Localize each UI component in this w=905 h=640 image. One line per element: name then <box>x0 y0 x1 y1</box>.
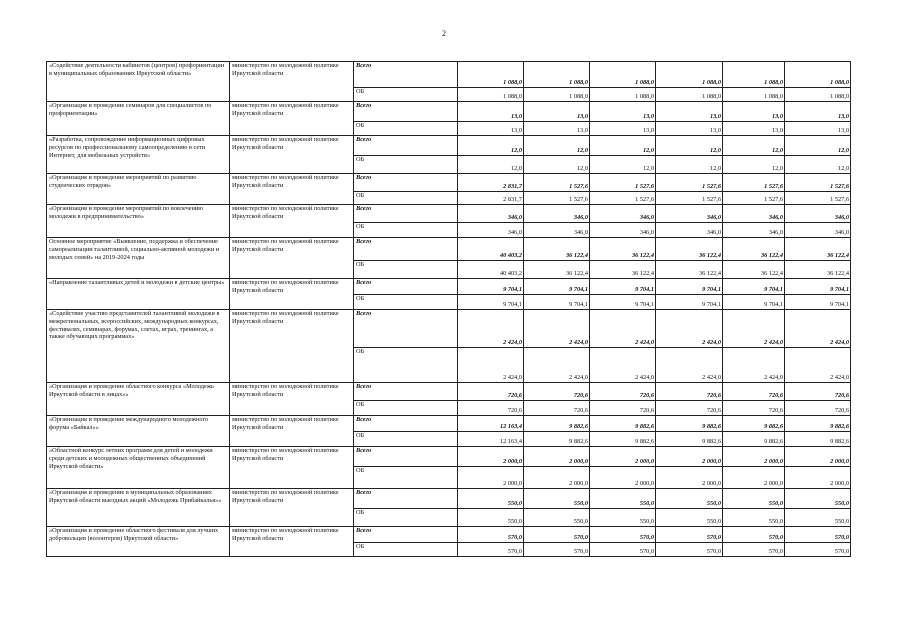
total-value-cell: 13,0 <box>590 102 656 122</box>
ob-value-cell: 550,0 <box>524 509 590 527</box>
total-value-cell: 9 882,6 <box>723 416 785 432</box>
total-value-cell: 346,0 <box>723 205 785 223</box>
table-row <box>47 136 851 156</box>
total-value-cell: 12,0 <box>656 136 723 156</box>
ob-value-cell: 13,0 <box>656 122 723 136</box>
table-row <box>47 174 851 192</box>
total-label-cell: Всего <box>354 279 458 295</box>
ob-value-cell: 550,0 <box>656 509 723 527</box>
total-value-cell: 36 122,4 <box>785 238 851 261</box>
total-value-cell: 720,6 <box>656 383 723 401</box>
total-value-cell: 570,0 <box>785 527 851 543</box>
total-label-cell: Всего <box>354 527 458 543</box>
ob-value-cell: 1 088,0 <box>723 88 785 102</box>
ob-value-cell: 346,0 <box>458 223 524 238</box>
ministry-cell: министерство по молодежной политике Иркутской области <box>230 279 354 310</box>
total-value-cell: 570,0 <box>590 527 656 543</box>
ob-value-cell: 12,0 <box>458 156 524 174</box>
total-value-cell: 570,0 <box>656 527 723 543</box>
ob-value-cell: 346,0 <box>785 223 851 238</box>
total-value-cell: 36 122,4 <box>524 238 590 261</box>
event-name-cell: «Организация и проведение в муниципальных образованиях Иркутской области выездных акций «Молодежь Прибайкалья»» <box>47 489 230 527</box>
ob-value-cell: 12,0 <box>785 156 851 174</box>
ob-label-cell: ОБ <box>354 88 458 102</box>
total-value-cell: 346,0 <box>458 205 524 223</box>
ob-label-cell: ОБ <box>354 432 458 447</box>
total-value-cell: 570,0 <box>524 527 590 543</box>
total-value-cell: 720,6 <box>524 383 590 401</box>
total-value-cell: 1 088,0 <box>723 62 785 88</box>
total-value-cell: 13,0 <box>656 102 723 122</box>
ob-value-cell: 570,0 <box>590 543 656 557</box>
event-name-cell: «Организация и проведение мероприятий по развитию студенческих отрядов» <box>47 174 230 205</box>
total-value-cell: 13,0 <box>458 102 524 122</box>
ob-value-cell: 2 424,0 <box>524 348 590 383</box>
total-value-cell: 2 424,0 <box>656 310 723 348</box>
total-value-cell: 36 122,4 <box>590 238 656 261</box>
ob-value-cell: 1 088,0 <box>590 88 656 102</box>
ministry-cell: министерство по молодежной политике Иркутской области <box>230 416 354 447</box>
ob-value-cell: 36 122,4 <box>524 261 590 279</box>
ob-value-cell: 1 527,6 <box>656 192 723 205</box>
ob-value-cell: 570,0 <box>656 543 723 557</box>
ob-label-cell: ОБ <box>354 348 458 383</box>
ob-label-cell: ОБ <box>354 509 458 527</box>
total-value-cell: 2 000,0 <box>785 447 851 467</box>
ob-label-cell: ОБ <box>354 543 458 557</box>
total-value-cell: 550,0 <box>723 489 785 509</box>
ob-value-cell: 720,6 <box>524 401 590 416</box>
total-value-cell: 346,0 <box>785 205 851 223</box>
total-value-cell: 2 831,7 <box>458 174 524 192</box>
ob-value-cell: 9 704,1 <box>458 295 524 310</box>
ministry-cell: министерство по молодежной политике Иркутской области <box>230 174 354 205</box>
ob-value-cell: 13,0 <box>458 122 524 136</box>
ob-value-cell: 346,0 <box>590 223 656 238</box>
total-value-cell: 12,0 <box>590 136 656 156</box>
ministry-cell: министерство по молодежной политике Иркутской области <box>230 527 354 557</box>
ob-value-cell: 1 088,0 <box>524 88 590 102</box>
event-name-cell: «Содействие деятельности кабинетов (центров) профориентации в муниципальных образованиях Иркутской области» <box>47 62 230 102</box>
ob-value-cell: 550,0 <box>785 509 851 527</box>
ob-value-cell: 2 000,0 <box>656 467 723 489</box>
total-label-cell: Всего <box>354 416 458 432</box>
ob-value-cell: 720,6 <box>785 401 851 416</box>
total-value-cell: 1 527,6 <box>785 174 851 192</box>
total-value-cell: 2 424,0 <box>458 310 524 348</box>
total-label-cell: Всего <box>354 205 458 223</box>
ob-value-cell: 13,0 <box>524 122 590 136</box>
table-row <box>47 102 851 122</box>
ob-value-cell: 1 088,0 <box>785 88 851 102</box>
total-label-cell: Всего <box>354 383 458 401</box>
ob-value-cell: 40 403,2 <box>458 261 524 279</box>
total-value-cell: 346,0 <box>524 205 590 223</box>
ob-value-cell: 12,0 <box>524 156 590 174</box>
event-name-cell: «Организация и проведение семинаров для специалистов по профориентации» <box>47 102 230 136</box>
event-name-cell: «Организация и проведение областного конкурса «Молодежь Иркутской области в лицах»» <box>47 383 230 416</box>
budget-table <box>46 61 851 557</box>
total-value-cell: 12,0 <box>723 136 785 156</box>
ob-value-cell: 9 882,6 <box>723 432 785 447</box>
total-label-cell: Всего <box>354 238 458 261</box>
total-label-cell: Всего <box>354 62 458 88</box>
total-value-cell: 2 424,0 <box>723 310 785 348</box>
ob-label-cell: ОБ <box>354 122 458 136</box>
total-value-cell: 2 424,0 <box>524 310 590 348</box>
event-name-cell: «Направление талантливых детей и молодежи в детские центры» <box>47 279 230 310</box>
ministry-cell: министерство по молодежной политике Иркутской области <box>230 310 354 383</box>
ob-value-cell: 720,6 <box>656 401 723 416</box>
total-value-cell: 12,0 <box>785 136 851 156</box>
ob-label-cell: ОБ <box>354 156 458 174</box>
total-value-cell: 1 527,6 <box>524 174 590 192</box>
total-value-cell: 550,0 <box>656 489 723 509</box>
ob-value-cell: 9 882,6 <box>590 432 656 447</box>
total-label-cell: Всего <box>354 136 458 156</box>
total-value-cell: 9 704,1 <box>590 279 656 295</box>
ministry-cell: министерство по молодежной политике Иркутской области <box>230 447 354 489</box>
total-value-cell: 36 122,4 <box>723 238 785 261</box>
ob-value-cell: 570,0 <box>524 543 590 557</box>
total-value-cell: 1 088,0 <box>590 62 656 88</box>
ob-value-cell: 346,0 <box>656 223 723 238</box>
ob-label-cell: ОБ <box>354 295 458 310</box>
ob-value-cell: 12 163,4 <box>458 432 524 447</box>
ministry-cell: министерство по молодежной политике Иркутской области <box>230 102 354 136</box>
total-value-cell: 13,0 <box>723 102 785 122</box>
ministry-cell: министерство по молодежной политике Иркутской области <box>230 205 354 238</box>
ob-value-cell: 2 424,0 <box>656 348 723 383</box>
total-value-cell: 9 704,1 <box>524 279 590 295</box>
ob-value-cell: 550,0 <box>590 509 656 527</box>
ob-value-cell: 1 527,6 <box>723 192 785 205</box>
ob-value-cell: 720,6 <box>590 401 656 416</box>
table-row <box>47 62 851 88</box>
total-value-cell: 1 088,0 <box>458 62 524 88</box>
ob-value-cell: 1 527,6 <box>524 192 590 205</box>
ob-value-cell: 1 088,0 <box>656 88 723 102</box>
total-value-cell: 13,0 <box>524 102 590 122</box>
total-label-cell: Всего <box>354 489 458 509</box>
ob-label-cell: ОБ <box>354 401 458 416</box>
total-value-cell: 570,0 <box>458 527 524 543</box>
table-row <box>47 416 851 432</box>
total-label-cell: Всего <box>354 447 458 467</box>
total-value-cell: 2 000,0 <box>458 447 524 467</box>
ob-value-cell: 720,6 <box>723 401 785 416</box>
total-label-cell: Всего <box>354 174 458 192</box>
ob-label-cell: ОБ <box>354 261 458 279</box>
event-name-cell: «Разработка, сопровождение информационных цифровых ресурсов по профессиональному самоопределению в сети Интернет, для мобильных устройств» <box>47 136 230 174</box>
total-value-cell: 2 000,0 <box>656 447 723 467</box>
ob-value-cell: 9 882,6 <box>785 432 851 447</box>
total-value-cell: 570,0 <box>723 527 785 543</box>
total-value-cell: 346,0 <box>590 205 656 223</box>
total-value-cell: 40 403,2 <box>458 238 524 261</box>
total-value-cell: 1 527,6 <box>723 174 785 192</box>
total-value-cell: 2 000,0 <box>524 447 590 467</box>
total-value-cell: 1 088,0 <box>785 62 851 88</box>
total-value-cell: 1 088,0 <box>656 62 723 88</box>
total-value-cell: 2 424,0 <box>785 310 851 348</box>
ob-value-cell: 1 527,6 <box>590 192 656 205</box>
total-value-cell: 550,0 <box>590 489 656 509</box>
ob-value-cell: 12,0 <box>656 156 723 174</box>
total-value-cell: 2 424,0 <box>590 310 656 348</box>
ob-value-cell: 2 424,0 <box>458 348 524 383</box>
total-value-cell: 9 704,1 <box>785 279 851 295</box>
table-row <box>47 238 851 261</box>
ob-label-cell: ОБ <box>354 467 458 489</box>
total-value-cell: 1 088,0 <box>524 62 590 88</box>
ob-value-cell: 570,0 <box>458 543 524 557</box>
ob-value-cell: 9 882,6 <box>656 432 723 447</box>
total-value-cell: 12,0 <box>524 136 590 156</box>
ob-label-cell: ОБ <box>354 192 458 205</box>
total-value-cell: 9 704,1 <box>656 279 723 295</box>
table-row <box>47 279 851 295</box>
ob-value-cell: 36 122,4 <box>590 261 656 279</box>
table-row <box>47 205 851 223</box>
ob-value-cell: 9 704,1 <box>524 295 590 310</box>
total-value-cell: 9 882,6 <box>524 416 590 432</box>
ob-value-cell: 13,0 <box>785 122 851 136</box>
ob-value-cell: 9 882,6 <box>524 432 590 447</box>
total-value-cell: 13,0 <box>785 102 851 122</box>
page-number: 2 <box>442 29 446 38</box>
ob-value-cell: 2 831,7 <box>458 192 524 205</box>
total-value-cell: 550,0 <box>524 489 590 509</box>
ob-value-cell: 570,0 <box>785 543 851 557</box>
total-value-cell: 550,0 <box>785 489 851 509</box>
total-value-cell: 9 882,6 <box>656 416 723 432</box>
ob-value-cell: 570,0 <box>723 543 785 557</box>
ob-value-cell: 9 704,1 <box>785 295 851 310</box>
total-value-cell: 36 122,4 <box>656 238 723 261</box>
total-label-cell: Всего <box>354 310 458 348</box>
total-value-cell: 12 163,4 <box>458 416 524 432</box>
ob-value-cell: 2 424,0 <box>590 348 656 383</box>
event-name-cell: «Содействие участию представителей талантливой молодежи в межрегиональных, всероссийских, международных конкурсах, фестивалях, семинарах, форумах, слетах, играх, тренингах, а также обучающих программах» <box>47 310 230 383</box>
ob-value-cell: 2 424,0 <box>785 348 851 383</box>
ministry-cell: министерство по молодежной политике Иркутской области <box>230 238 354 279</box>
table-row <box>47 383 851 401</box>
ob-value-cell: 1 088,0 <box>458 88 524 102</box>
table-row <box>47 489 851 509</box>
ob-value-cell: 346,0 <box>723 223 785 238</box>
ob-value-cell: 346,0 <box>524 223 590 238</box>
ministry-cell: министерство по молодежной политике Иркутской области <box>230 136 354 174</box>
ob-label-cell: ОБ <box>354 223 458 238</box>
total-value-cell: 2 000,0 <box>723 447 785 467</box>
table-row <box>47 310 851 348</box>
ob-value-cell: 2 000,0 <box>590 467 656 489</box>
event-name-cell: Основное мероприятие «Выявление, поддержка и обеспечение самореализации талантливой, социально-активной молодежи и молодых семей» на 2019-2024 годы <box>47 238 230 279</box>
total-value-cell: 720,6 <box>590 383 656 401</box>
ob-value-cell: 2 000,0 <box>723 467 785 489</box>
total-label-cell: Всего <box>354 102 458 122</box>
ob-value-cell: 2 000,0 <box>524 467 590 489</box>
event-name-cell: «Организация и проведение областного фестиваля для лучших добровольцев (волонтеров) Иркутской области» <box>47 527 230 557</box>
total-value-cell: 9 882,6 <box>590 416 656 432</box>
ob-value-cell: 12,0 <box>590 156 656 174</box>
ob-value-cell: 13,0 <box>723 122 785 136</box>
total-value-cell: 550,0 <box>458 489 524 509</box>
ob-value-cell: 2 000,0 <box>458 467 524 489</box>
ob-value-cell: 1 527,6 <box>785 192 851 205</box>
table-row <box>47 447 851 467</box>
total-value-cell: 9 704,1 <box>458 279 524 295</box>
total-value-cell: 720,6 <box>458 383 524 401</box>
total-value-cell: 1 527,6 <box>590 174 656 192</box>
total-value-cell: 9 704,1 <box>723 279 785 295</box>
event-name-cell: «Организация и проведение международного молодежного форума «Байкал»» <box>47 416 230 447</box>
ministry-cell: министерство по молодежной политике Иркутской области <box>230 383 354 416</box>
ob-value-cell: 9 704,1 <box>723 295 785 310</box>
ob-value-cell: 12,0 <box>723 156 785 174</box>
ob-value-cell: 2 000,0 <box>785 467 851 489</box>
ministry-cell: министерство по молодежной политике Иркутской области <box>230 62 354 102</box>
ob-value-cell: 720,6 <box>458 401 524 416</box>
ob-value-cell: 2 424,0 <box>723 348 785 383</box>
total-value-cell: 720,6 <box>785 383 851 401</box>
total-value-cell: 9 882,6 <box>785 416 851 432</box>
total-value-cell: 720,6 <box>723 383 785 401</box>
total-value-cell: 1 527,6 <box>656 174 723 192</box>
ob-value-cell: 9 704,1 <box>656 295 723 310</box>
ob-value-cell: 36 122,4 <box>723 261 785 279</box>
event-name-cell: «Областной конкурс летних программ для детей и молодежи среди детских и молодежных общественных объединений Иркутской области» <box>47 447 230 489</box>
table-row <box>47 527 851 543</box>
ministry-cell: министерство по молодежной политике Иркутской области <box>230 489 354 527</box>
ob-value-cell: 550,0 <box>458 509 524 527</box>
ob-value-cell: 36 122,4 <box>656 261 723 279</box>
ob-value-cell: 550,0 <box>723 509 785 527</box>
ob-value-cell: 36 122,4 <box>785 261 851 279</box>
ob-value-cell: 13,0 <box>590 122 656 136</box>
event-name-cell: «Организация и проведение мероприятий по вовлечению молодежи в предпринимательство» <box>47 205 230 238</box>
total-value-cell: 346,0 <box>656 205 723 223</box>
total-value-cell: 12,0 <box>458 136 524 156</box>
total-value-cell: 2 000,0 <box>590 447 656 467</box>
ob-value-cell: 9 704,1 <box>590 295 656 310</box>
